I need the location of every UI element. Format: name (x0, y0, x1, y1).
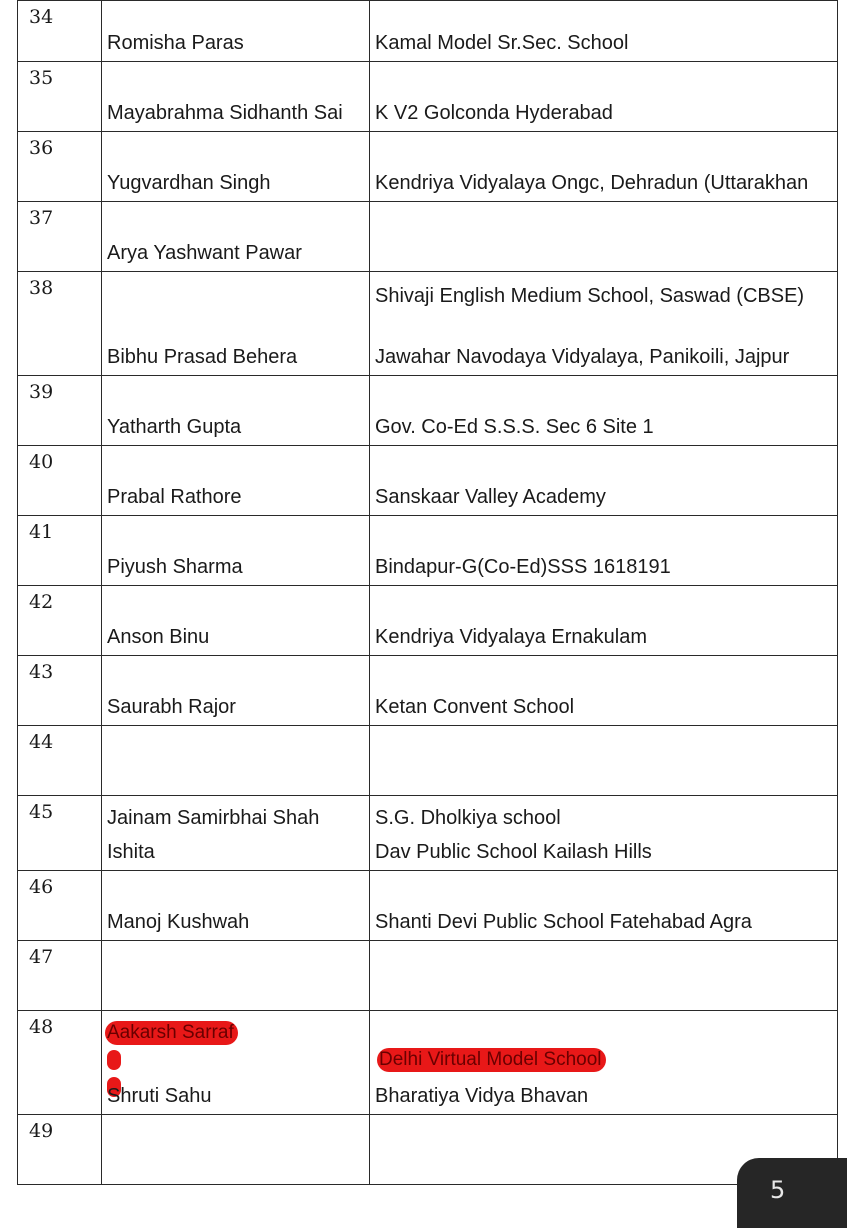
serial-number: 48 (18, 1011, 102, 1115)
serial-number: 49 (18, 1115, 102, 1185)
participants-table (17, 0, 838, 1185)
student-name: Prabal Rathore (107, 486, 242, 508)
student-name: Mayabrahma Sidhanth Sai (107, 102, 343, 124)
school-name: Sanskaar Valley Academy (375, 486, 606, 508)
serial-number: 47 (18, 941, 102, 1011)
serial-number: 46 (18, 871, 102, 941)
school-name: Kamal Model Sr.Sec. School (375, 32, 629, 54)
serial-number: 40 (18, 446, 102, 516)
student-name: Arya Yashwant Pawar (107, 242, 302, 264)
serial-number: 44 (18, 726, 102, 796)
student-name: Yatharth Gupta (107, 416, 242, 438)
serial-number: 37 (18, 202, 102, 272)
school-name: Shivaji English Medium School, Saswad (CBSE) (375, 285, 805, 307)
school-name: Ketan Convent School (375, 696, 575, 718)
serial-number: 41 (18, 516, 102, 586)
page-number-badge (737, 1158, 847, 1228)
student-name: Piyush Sharma (107, 556, 243, 578)
student-name: Ishita (107, 841, 155, 863)
student-name: Bibhu Prasad Behera (107, 346, 298, 368)
serial-number: 38 (18, 272, 102, 376)
table-row (18, 726, 838, 796)
serial-number: 36 (18, 132, 102, 202)
student-name: Jainam Samirbhai Shah (107, 807, 320, 829)
school-name-highlighted: Delhi Virtual Model School (377, 1048, 606, 1072)
student-name: Romisha Paras (107, 32, 244, 54)
table-row (18, 941, 838, 1011)
student-name: Yugvardhan Singh (107, 172, 271, 194)
school-name: S.G. Dholkiya school (375, 807, 561, 829)
student-name: Anson Binu (107, 626, 210, 648)
school-name: Jawahar Navodaya Vidyalaya, Panikoili, Jajpur (375, 346, 790, 368)
student-name-highlighted: Aakarsh Sarraf (105, 1021, 238, 1045)
school-name: Bindapur-G(Co-Ed)SSS 1618191 (375, 556, 671, 578)
school-name: Bharatiya Vidya Bhavan (375, 1085, 589, 1107)
serial-number: 42 (18, 586, 102, 656)
serial-number: 34 (18, 1, 102, 62)
student-name: Shruti Sahu (107, 1085, 212, 1107)
highlight-mark (107, 1050, 121, 1070)
school-name: Kendriya Vidyalaya Ongc, Dehradun (Uttarakhan (375, 172, 809, 194)
serial-number: 45 (18, 796, 102, 871)
student-name: Saurabh Rajor (107, 696, 236, 718)
school-name: Dav Public School Kailash Hills (375, 841, 652, 863)
serial-number: 35 (18, 62, 102, 132)
serial-number: 39 (18, 376, 102, 446)
school-name: Gov. Co-Ed S.S.S. Sec 6 Site 1 (375, 416, 654, 438)
page-number: 5 (770, 1176, 786, 1204)
student-name: Manoj Kushwah (107, 911, 250, 933)
serial-number: 43 (18, 656, 102, 726)
school-name: Kendriya Vidyalaya Ernakulam (375, 626, 648, 648)
table-row (18, 1115, 838, 1185)
school-name: K V2 Golconda Hyderabad (375, 102, 613, 124)
school-name: Shanti Devi Public School Fatehabad Agra (375, 911, 752, 933)
